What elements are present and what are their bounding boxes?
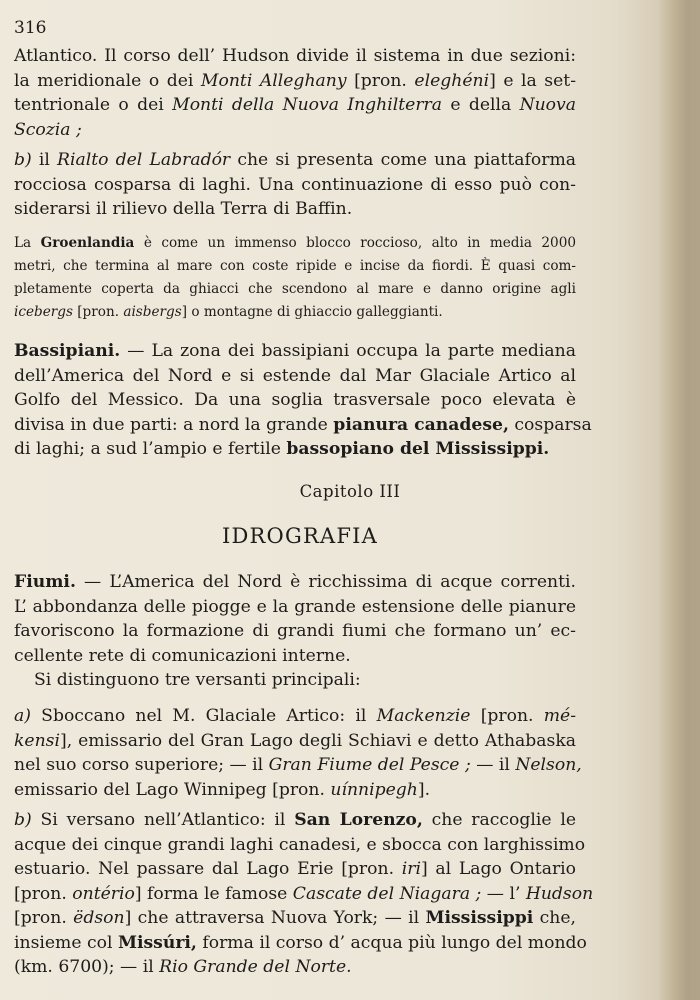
text-run: Si distinguono tre versanti principali:	[34, 670, 361, 690]
text-run: e della	[442, 95, 520, 115]
text-run: ], emissario del Gran Lago degli Schiavi e detto Athabaska	[59, 730, 576, 751]
text-run: che,	[533, 908, 576, 928]
italic-text: Nuova	[519, 95, 576, 115]
italic-text: Cascate del Niagara ;	[292, 883, 482, 904]
text-line	[14, 93, 576, 118]
text-line	[14, 437, 576, 462]
text-run: pletamente coperta da ghiacci che scendono al mare e danno origine agli	[14, 281, 576, 297]
text-run: — il	[470, 755, 516, 775]
bold-text: San Lorenzo,	[294, 810, 423, 830]
bold-text: bassopiano del Mississippi.	[286, 439, 550, 459]
italic-text: eleghéni	[414, 70, 490, 91]
italic-text: Monti Alleghany	[200, 70, 347, 91]
text-line	[14, 197, 576, 222]
paragraph	[14, 148, 576, 222]
paragraph	[14, 232, 576, 324]
text-run: di laghi; a sud l’ampio e fertile	[14, 439, 287, 459]
text-run: nel suo corso superiore; — il	[14, 755, 269, 775]
text-line	[14, 857, 576, 882]
italic-text: b)	[14, 810, 32, 830]
text-run: che si presenta come una piattaforma	[230, 150, 576, 170]
text-run: estuario. Nel passare dal Lago Erie [pron.	[14, 859, 402, 879]
text-run: forma il corso d’ acqua più lungo del mondo	[196, 932, 587, 953]
italic-text: Hudson	[525, 883, 594, 904]
text-run: acque dei cinque grandi laghi canadesi, e sbocca con larghissimo	[14, 834, 586, 855]
bold-text: Mississippi	[425, 908, 534, 928]
italic-text: mé-	[543, 706, 577, 726]
italic-text: Rialto del Labradór	[57, 150, 231, 170]
text-run: ] forma le famose	[134, 883, 293, 904]
bold-text: Missúri,	[117, 932, 197, 953]
text-run: L’ abbondanza delle piogge e la grande estensione delle pianure	[14, 596, 576, 617]
text-run: ].	[417, 779, 431, 800]
italic-text: uínnipegh	[330, 779, 418, 800]
text-line	[14, 668, 576, 693]
text-line	[14, 364, 576, 389]
text-run: ] che attraversa Nuova York; — il	[124, 908, 426, 928]
text-line	[14, 69, 576, 94]
text-run: ] al Lago Ontario	[420, 859, 577, 879]
text-run: [pron.	[346, 70, 415, 91]
text-run: cosparsa	[508, 414, 592, 435]
italic-text: iri	[401, 859, 421, 879]
text-line	[14, 644, 576, 669]
text-run: [pron.	[14, 883, 73, 904]
text-line	[14, 955, 576, 980]
bold-text: Fiumi.	[14, 572, 76, 592]
text-run: — l’	[481, 883, 526, 904]
text-line	[14, 278, 576, 301]
text-run: [pron.	[470, 706, 544, 726]
text-run: è come un immenso blocco roccioso, alto in media 2000	[134, 235, 576, 251]
text-run: favoriscono la formazione di grandi fiumi che formano un’ ec-	[14, 621, 576, 641]
italic-text: kensi	[14, 730, 60, 751]
italic-text: aisbergs	[123, 304, 182, 320]
text-line	[14, 173, 576, 198]
text-run: insieme col	[14, 932, 118, 953]
text-run: — L’America del Nord è ricchissima di acque correnti.	[75, 572, 576, 592]
text-line	[14, 595, 576, 620]
text-run: — La zona dei bassipiani occupa la parte mediana	[120, 341, 576, 361]
text-run: dell’America del Nord e si estende dal Mar Glaciale Artico al	[14, 365, 576, 386]
text-run: ] o montagne di ghiaccio galleggianti.	[181, 304, 443, 320]
chapter-label: Capitolo III	[299, 482, 401, 501]
italic-text: a)	[14, 706, 31, 726]
text-run: [pron.	[72, 304, 124, 320]
text-run: siderarsi il rilievo della Terra di Baffin.	[14, 199, 353, 219]
italic-text: ëdson	[73, 908, 125, 928]
text-line	[14, 833, 586, 858]
paragraph	[14, 808, 594, 980]
text-line	[14, 808, 576, 833]
paragraph	[14, 339, 592, 462]
bold-text: Bassipiani.	[14, 341, 121, 361]
italic-text: icebergs	[14, 304, 73, 320]
text-run: rocciosa cosparsa di laghi. Una continuazione di esso può con-	[14, 174, 576, 195]
italic-text: Rio Grande del Norte.	[159, 957, 352, 977]
text-run: ] e la set-	[489, 70, 577, 91]
text-run: La	[14, 235, 41, 251]
text-run: divisa in due parti: a nord la grande	[14, 414, 334, 435]
text-run: Sboccano nel M. Glaciale Artico: il	[30, 706, 377, 726]
bold-text: pianura canadese,	[333, 414, 509, 435]
italic-text: b)	[14, 150, 32, 170]
text-run: cellente rete di comunicazioni interne.	[14, 645, 351, 666]
bold-text: Groenlandia	[40, 235, 135, 251]
text-run: Golfo del Messico. Da una soglia trasversale poco elevata è	[14, 390, 576, 410]
text-run: (km. 6700); — il	[14, 957, 160, 977]
text-line	[14, 778, 576, 803]
italic-text: Nelson,	[515, 755, 582, 775]
text-line	[14, 704, 576, 729]
text-line	[14, 882, 594, 907]
text-line	[14, 388, 576, 413]
text-run: che raccoglie le	[422, 810, 576, 830]
text-run: metri, che termina al mare con coste ripide e incise da fiordi. È quasi com-	[14, 258, 576, 274]
text-run: tentrionale o dei	[14, 95, 173, 115]
text-run: Si versano nell’Atlantico: il	[31, 810, 295, 830]
text-run: Atlantico. Il corso dell’ Hudson divide il sistema in due sezioni:	[14, 46, 576, 66]
italic-text: ontério	[72, 883, 135, 904]
text-line	[14, 148, 576, 173]
text-line	[14, 931, 587, 956]
paragraph	[14, 570, 576, 693]
page-number: 316	[14, 18, 47, 38]
text-line	[14, 339, 576, 364]
text-line	[14, 301, 576, 324]
text-run: emissario del Lago Winnipeg [pron.	[14, 779, 331, 800]
text-line	[14, 232, 576, 255]
text-line	[14, 118, 576, 143]
text-run: [pron.	[14, 908, 74, 928]
italic-text: Scozia ;	[14, 119, 82, 140]
italic-text: Gran Fiume del Pesce ;	[268, 755, 471, 775]
text-line	[14, 753, 582, 778]
text-line	[14, 255, 576, 278]
paragraph	[14, 44, 576, 142]
text-line	[14, 619, 576, 644]
text-line	[14, 44, 576, 69]
text-run: la meridionale o dei	[14, 70, 201, 91]
text-line	[14, 729, 576, 754]
italic-text: Monti della Nuova Inghilterra	[172, 95, 442, 115]
chapter-title: IDROGRAFIA	[222, 524, 378, 548]
text-line	[14, 570, 576, 595]
italic-text: Mackenzie	[376, 706, 471, 726]
paragraph	[14, 704, 582, 802]
text-run: il	[31, 150, 58, 170]
text-line	[14, 906, 576, 931]
text-line	[14, 413, 592, 438]
